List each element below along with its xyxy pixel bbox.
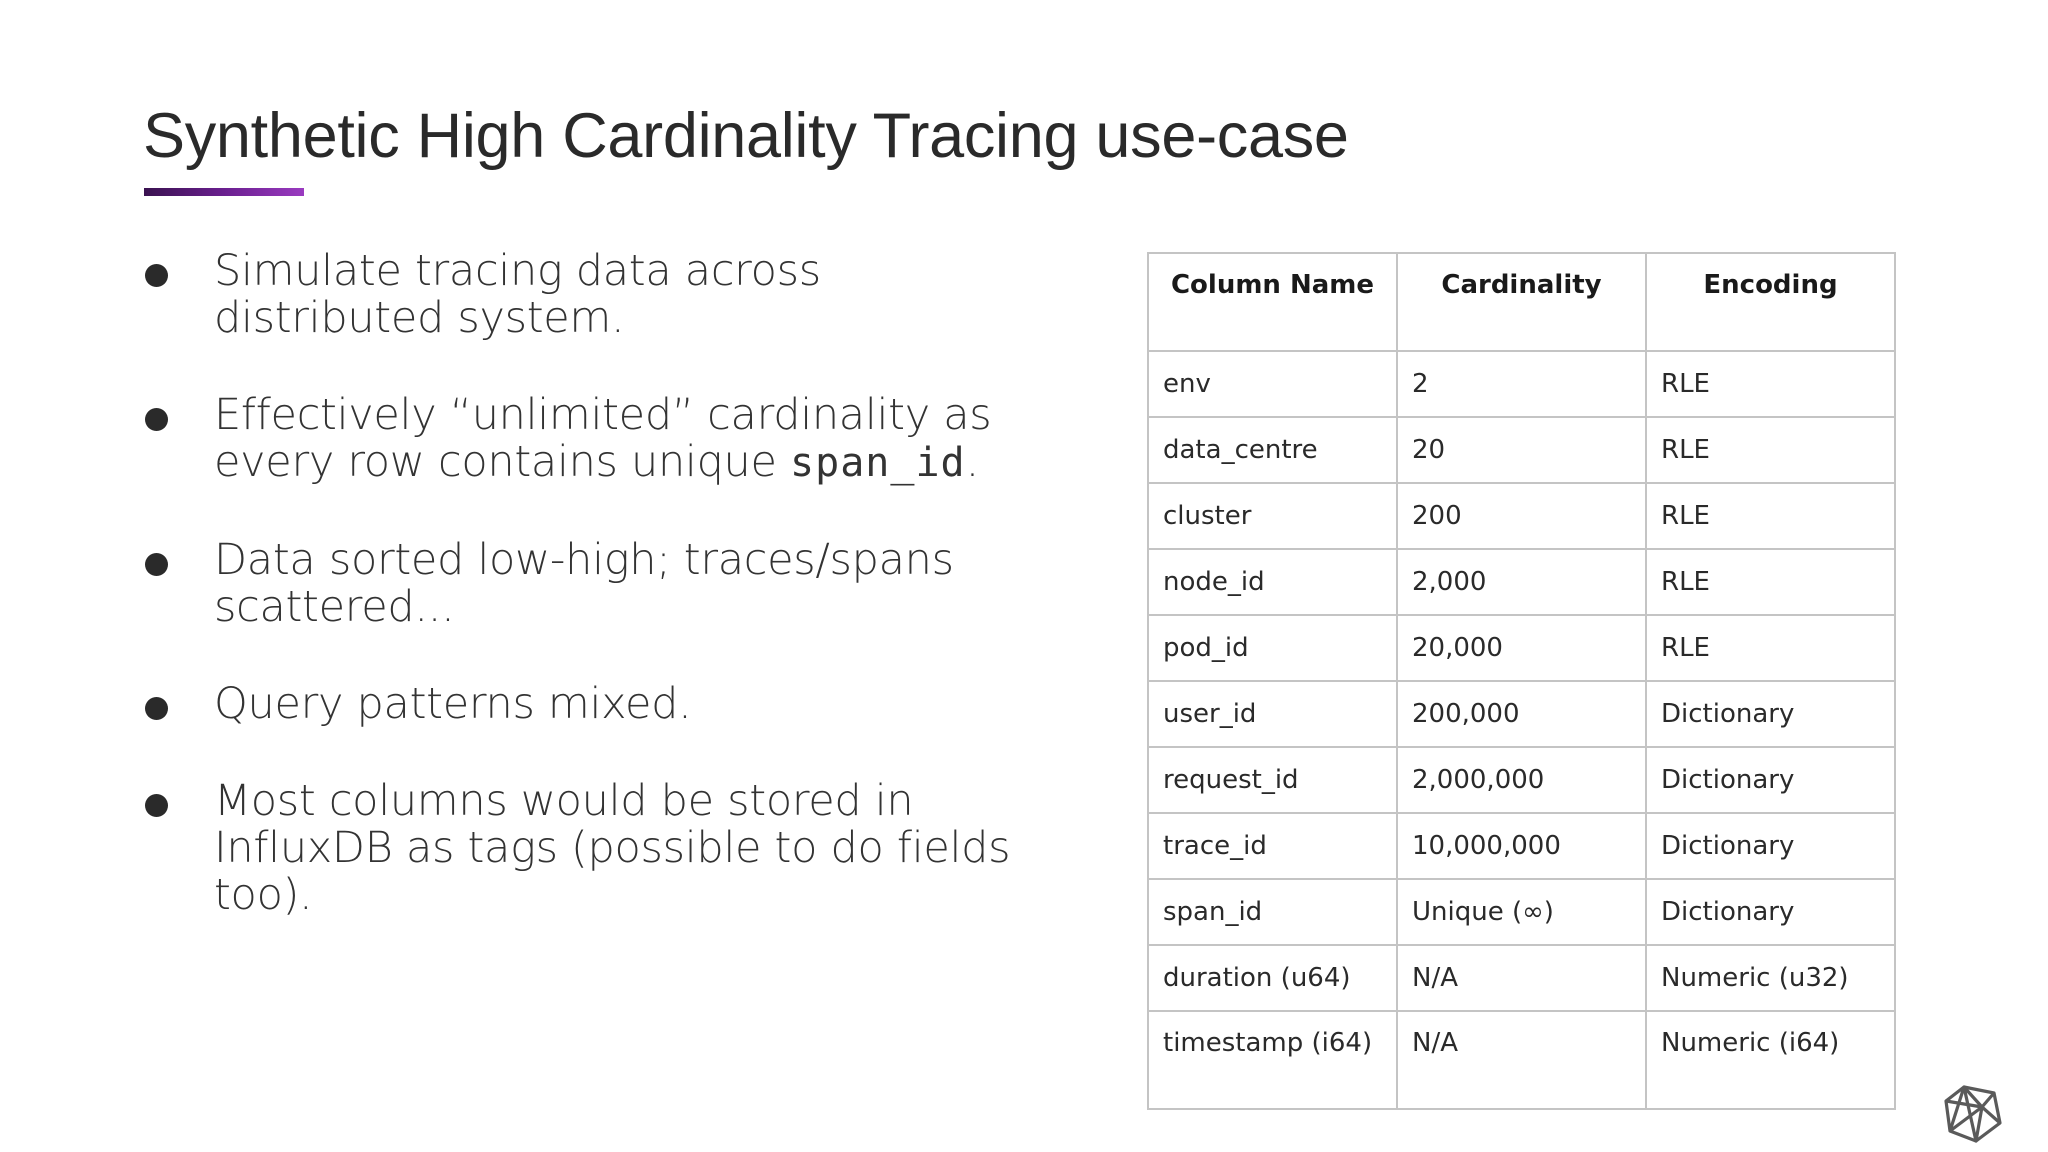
cell-cardinality: 2,000,000 [1397,747,1646,813]
cell-column-name: trace_id [1148,813,1397,879]
cell-cardinality: 200,000 [1397,681,1646,747]
cell-encoding: RLE [1646,483,1895,549]
table-row [1148,417,1895,483]
table-header-row [1148,253,1895,351]
cell-column-name: cluster [1148,483,1397,549]
cell-encoding: Numeric (u32) [1646,945,1895,1011]
table-row [1148,483,1895,549]
cardinality-table [1147,252,1896,1110]
cell-cardinality: N/A [1397,945,1646,1011]
bullet-item [143,248,914,342]
bullet-text: Query patterns mixed. [214,679,692,729]
bullet-text: Simulate tracing data across distributed system. [214,246,821,343]
cell-cardinality: Unique (∞) [1397,879,1646,945]
table-row [1148,879,1895,945]
bullet-item [143,681,1094,728]
bullet-suffix: . [965,437,979,487]
cell-encoding: Numeric (i64) [1646,1011,1895,1109]
cell-encoding: Dictionary [1646,747,1895,813]
header-cardinality: Cardinality [1397,253,1646,351]
bullet-text: Effectively “unlimited” cardinality as every row contains unique [214,390,992,487]
cell-encoding: Dictionary [1646,813,1895,879]
table-row [1148,1011,1895,1109]
cell-cardinality: 200 [1397,483,1646,549]
cell-column-name: user_id [1148,681,1397,747]
bullet-text: Most columns would be stored in InfluxDB as tags (possible to do fields too). [214,776,1011,920]
cell-column-name: timestamp (i64) [1148,1011,1397,1109]
cell-cardinality: 2 [1397,351,1646,417]
header-column-name: Column Name [1148,253,1397,351]
cell-column-name: data_centre [1148,417,1397,483]
table-row [1148,681,1895,747]
header-encoding: Encoding [1646,253,1895,351]
cell-encoding: Dictionary [1646,681,1895,747]
bullet-dot [145,553,168,576]
cell-encoding: RLE [1646,549,1895,615]
bullet-dot [145,794,168,817]
cell-cardinality: 10,000,000 [1397,813,1646,879]
table-row [1148,615,1895,681]
table-row [1148,549,1895,615]
cell-column-name: duration (u64) [1148,945,1397,1011]
cell-cardinality: 20,000 [1397,615,1646,681]
cell-encoding: Dictionary [1646,879,1895,945]
table-row [1148,747,1895,813]
bullet-item [143,778,1104,919]
table-row [1148,813,1895,879]
cell-encoding: RLE [1646,615,1895,681]
bullet-code: span_id [790,440,966,486]
cell-column-name: env [1148,351,1397,417]
cell-column-name: request_id [1148,747,1397,813]
cell-cardinality: 2,000 [1397,549,1646,615]
cell-column-name: span_id [1148,879,1397,945]
bullet-dot [145,697,168,720]
bullet-list [143,248,1043,969]
title-underline [144,188,304,196]
cell-column-name: pod_id [1148,615,1397,681]
cell-cardinality: N/A [1397,1011,1646,1109]
table-row [1148,945,1895,1011]
bullet-item [143,392,1094,487]
influxdb-cube-logo-icon [1942,1083,2004,1145]
cell-column-name: node_id [1148,549,1397,615]
slide-title: Synthetic High Cardinality Tracing use-case [143,101,1349,171]
bullet-text: Data sorted low-high; traces/spans scattered... [214,535,954,632]
bullet-item [143,537,1094,631]
bullet-dot [145,264,168,287]
cell-encoding: RLE [1646,351,1895,417]
bullet-dot [145,408,168,431]
cell-cardinality: 20 [1397,417,1646,483]
cell-encoding: RLE [1646,417,1895,483]
table-row [1148,351,1895,417]
